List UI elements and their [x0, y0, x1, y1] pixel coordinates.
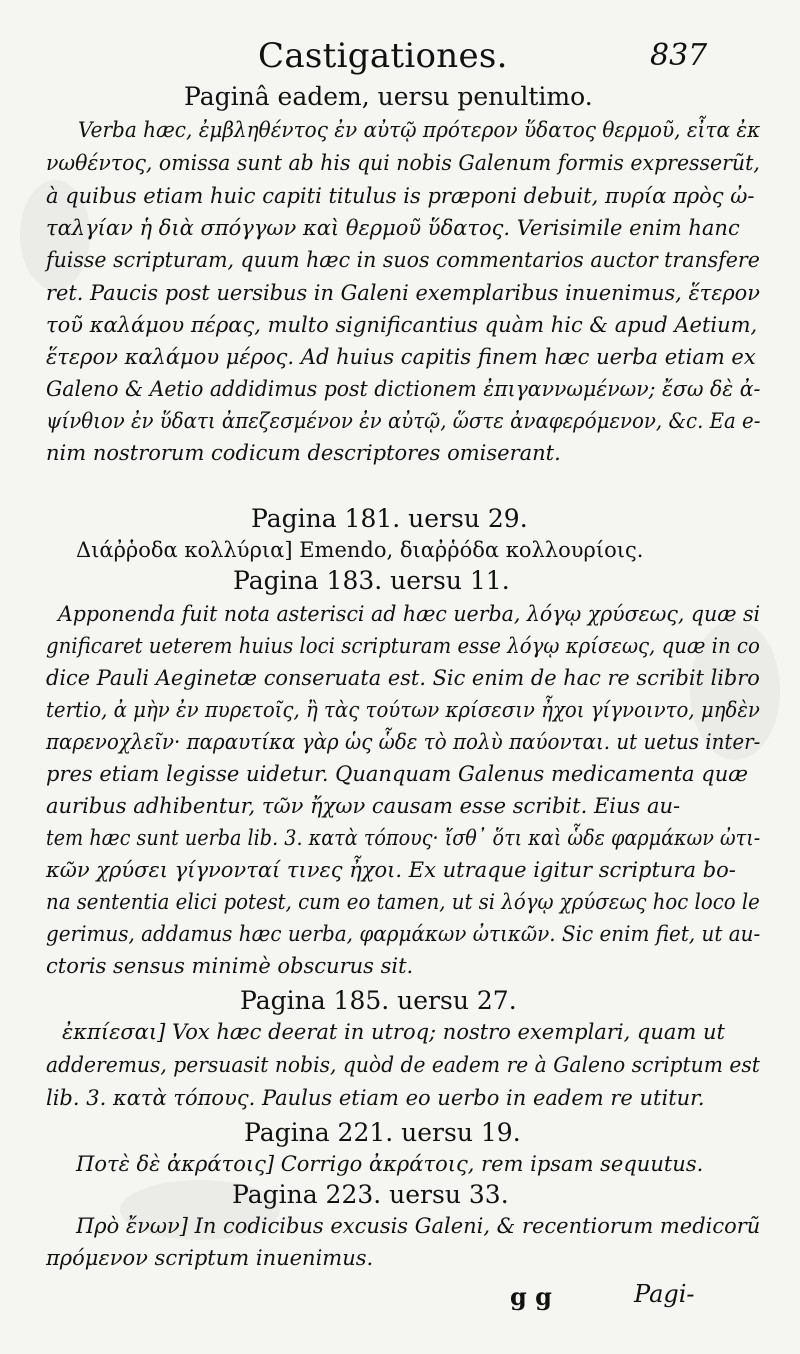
text-line: tertio, ἀ μὴν ἐν πυρετοῖς, ἢ τὰς τούτων κρίσεσιν ἦχοι γίγνοιντο, μηδὲν: [46, 698, 760, 722]
section-heading: Pagina 181. uersu 29.: [251, 504, 528, 533]
text-line: Πρὸ ἔνων] In codicibus excusis Galeni, & recentiorum medicorũ: [76, 1214, 761, 1238]
text-line: à quibus etiam huic capiti titulus is præponi debuit, πυρία πρὸς ὠ-: [46, 184, 755, 208]
text-line: ret. Paucis post uersibus in Galeni exemplaribus inuenimus, ἕτερον: [46, 281, 760, 305]
text-line: ψίνθιον ἐν ὕδατι ἀπεζεσμένον ἐν αὐτῷ, ὥστε ἀναφερόμενον, &c. Ea e-: [46, 409, 761, 433]
text-line: ctoris sensus minimè obscurus sit.: [46, 954, 414, 978]
text-line: ταλγίαν ἡ διὰ σπόγγων καὶ θερμοῦ ὕδατος. Verisimile enim hanc: [46, 216, 740, 240]
text-line: nim nostrorum codicum descriptores omiserant.: [46, 441, 561, 465]
text-line: Apponenda fuit nota asterisci ad hæc uerba, λόγῳ χρύσεως, quæ si: [58, 602, 761, 626]
section-heading: Paginâ eadem, uersu penultimo.: [184, 82, 593, 111]
page-number: 837: [650, 38, 708, 73]
text-line: adderemus, persuasit nobis, quòd de eadem re à Galeno scriptum est: [46, 1053, 760, 1077]
text-line: Διάῤῥοδα κολλύρια] Emendo, διαῤῥόδα κολλουρίοις.: [76, 538, 644, 562]
text-line: gerimus, addamus hæc uerba, φαρμάκων ὠτικῶν. Sic enim fiet, ut au-: [46, 922, 761, 946]
signature-mark: g g: [510, 1282, 552, 1311]
section-heading: Pagina 223. uersu 33.: [232, 1180, 509, 1209]
section-heading: Pagina 185. uersu 27.: [240, 986, 517, 1015]
text-line: na sententia elici potest, cum eo tamen, ut si λόγῳ χρύσεως hoc loco le: [46, 890, 760, 914]
text-line: πρόμενον scriptum inuenimus.: [46, 1246, 374, 1270]
running-title: Castigationes.: [258, 36, 508, 76]
text-line: κῶν χρύσει γίγνονταί τινες ἦχοι. Ex utraque igitur scriptura bo-: [46, 858, 736, 882]
text-line: gnificaret ueterem huius loci scripturam esse λόγῳ κρίσεως, quæ in co: [46, 634, 760, 658]
text-line: dice Pauli Aeginetæ conseruata est. Sic enim de hac re scribit libro: [46, 666, 760, 690]
text-line: tem hæc sunt uerba lib. 3. κατὰ τόπους· ἴσθ᾽ ὅτι καὶ ὧδε φαρμάκων ὠτι-: [46, 826, 761, 850]
text-line: auribus adhibentur, τῶν ἤχων causam esse scribit. Eius au-: [46, 794, 681, 818]
text-line: pres etiam legisse uidetur. Quanquam Galenus medicamenta quæ: [46, 762, 748, 786]
text-line: ἕτερον καλάμου μέρος. Ad huius capitis finem hæc uerba etiam ex: [46, 345, 756, 369]
running-head: [0, 30, 800, 80]
text-line: Verba hæc, ἐμβληθέντος ἐν αὐτῷ πρότερον ὕδατος θερμοῦ, εἶτα ἐκ: [78, 118, 761, 142]
section-heading: Pagina 221. uersu 19.: [244, 1118, 521, 1147]
text-line: fuisse scripturam, quum hæc in suos commentarios auctor transfere: [46, 248, 760, 272]
section-heading: Pagina 183. uersu 11.: [233, 566, 510, 595]
text-line: Galeno & Aetio addidimus post dictionem ἐπιγαννωμένων; ἔσω δὲ ἀ-: [46, 377, 761, 401]
text-line: ἐκπίεσαι] Vox hæc deerat in utroq; nostro exemplari, quam ut: [62, 1020, 725, 1044]
text-line: lib. 3. κατὰ τόπους. Paulus etiam eo uerbo in eadem re utitur.: [46, 1086, 705, 1110]
catchword: Pagi-: [634, 1280, 695, 1308]
text-line: τοῦ καλάμου πέρας, multo significantius quàm hic & apud Aetium,: [46, 313, 758, 337]
text-line: Ποτὲ δὲ ἀκράτοις] Corrigo ἀκράτοις, rem ipsam sequutus.: [76, 1152, 704, 1176]
text-line: νωθέντος, omissa sunt ab his qui nobis Galenum formis expresserũt,: [46, 151, 760, 175]
text-line: παρενοχλεῖν· παραυτίκα γὰρ ὡς ὧδε τὸ πολὺ παύονται. ut uetus inter-: [46, 730, 761, 754]
